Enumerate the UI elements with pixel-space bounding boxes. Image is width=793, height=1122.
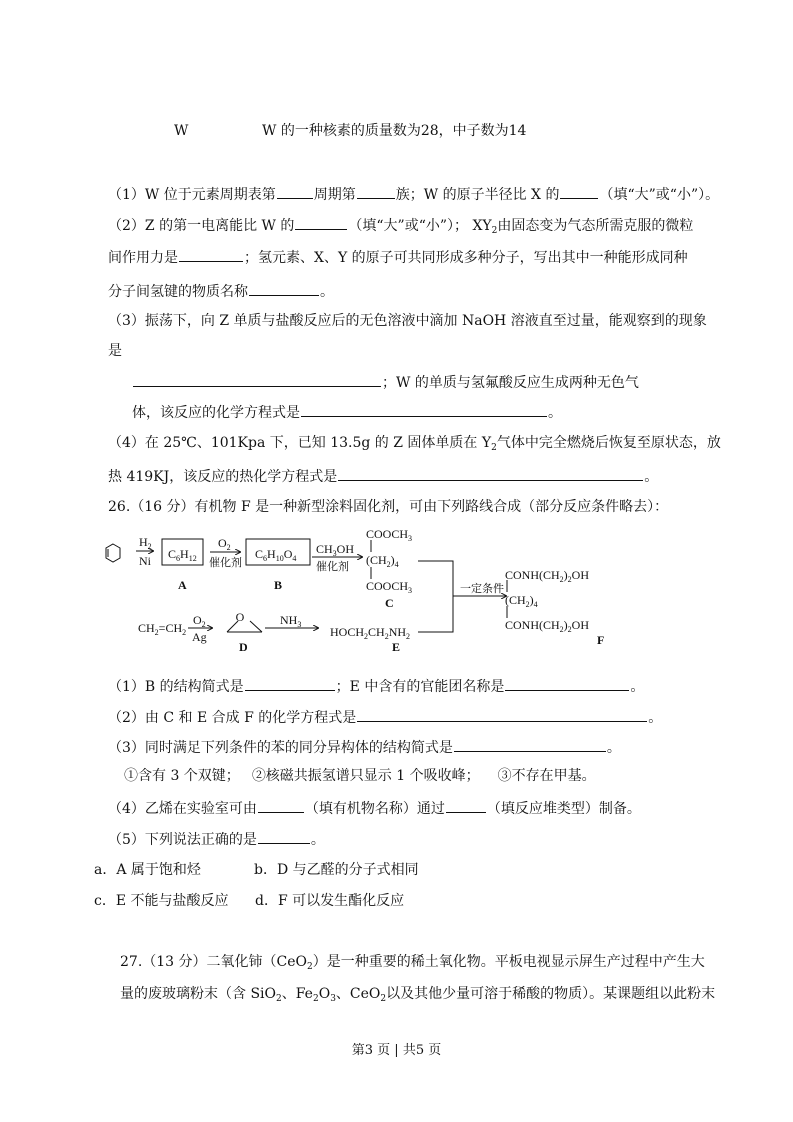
q25-part3-cont: 是 [108, 343, 122, 359]
text: （5）下列说法正确的是 [108, 832, 257, 848]
text: 。 [548, 405, 562, 421]
text: 。 [310, 832, 325, 848]
answer-blank[interactable] [454, 737, 606, 752]
svg-text:NH3: $NH_3$ [280, 613, 302, 629]
svg-text:催化剂: 催化剂 [209, 557, 242, 569]
text: 。 [644, 469, 659, 485]
text: ；E 中含有的官能团名称是 [335, 679, 505, 695]
text: 量的废玻璃粉末（含 SiO [120, 986, 276, 1002]
answer-blank[interactable] [357, 707, 647, 722]
svg-text:一定条件: 一定条件 [460, 583, 504, 595]
q26-part5 [108, 829, 325, 849]
subscript: 2 [276, 994, 282, 1004]
answer-blank[interactable] [446, 798, 486, 813]
q26-part2 [108, 707, 662, 727]
text: 。 [320, 284, 334, 300]
text: （填反应堆类型）制备。 [486, 801, 641, 817]
table-cell-element: W [174, 123, 189, 139]
text: 周期第 [313, 187, 356, 203]
svg-text:催化剂: 催化剂 [316, 561, 349, 573]
subscript: 2 [491, 443, 497, 453]
text: ③不存在甲基。 [497, 768, 596, 784]
text: ；W 的单质与氢氟酸反应生成两种无色气 [382, 375, 639, 391]
svg-text:H2: $H_2$ [139, 535, 152, 551]
svg-text:CH2=CH2: $CH_2=CH_2$ [138, 621, 187, 637]
text: （填“大”或“小”）； XY [348, 218, 492, 234]
text: 分子间氢键的物质名称 [108, 284, 248, 300]
subscript: 3 [330, 994, 336, 1004]
answer-blank[interactable] [505, 676, 629, 691]
q26-conditions [124, 767, 596, 785]
text: 气体中完全燃烧后恢复至原状态，放 [496, 435, 721, 451]
text: （4）乙烯在实验室可由 [108, 801, 257, 817]
table-cell-description: W 的一种核素的质量数为28，中子数为14 [262, 123, 527, 139]
svg-text:CH3OH: $CH_3OH$ [316, 542, 355, 558]
text: （2）由 C 和 E 合成 F 的化学方程式是 [108, 710, 357, 726]
page-footer: 第3 页 | 共5 页 [351, 1043, 442, 1058]
text: 。 [606, 740, 621, 756]
svg-text:B: B [274, 578, 283, 592]
svg-text:(CH2)4: $(CH_2)_4$ [366, 553, 399, 569]
subscript: 2 [307, 962, 313, 972]
text: （1）W 位于元素周期表第 [108, 187, 276, 203]
q27-line1 [120, 953, 705, 971]
text: ①含有 3 个双键； [124, 768, 240, 784]
answer-blank[interactable] [245, 676, 335, 691]
svg-text:D: D [239, 640, 248, 654]
svg-text:COOCH3: $COOCH_3$ [366, 527, 413, 543]
text: （2）Z 的第一电离能比 W 的 [108, 218, 295, 234]
svg-text:CONH(CH2)2OH: $CONH(CH_2)_2OH$ [505, 618, 590, 634]
answer-blank[interactable] [258, 798, 304, 813]
svg-text:O2: $O_2$ [193, 613, 206, 629]
text: 。 [648, 710, 663, 726]
q25-part3: （3）振荡下，向 Z 单质与盐酸反应后的无色溶液中滴加 NaOH 溶液直至过量，能观察到的现象 [108, 313, 707, 329]
text: 体，该反应的化学方程式是 [132, 405, 300, 421]
text: ②核磁共振氢谱只显示 1 个吸收峰； [251, 768, 480, 784]
text: 27.（13 分）二氧化铈（CeO [120, 954, 308, 970]
q26-stem: 26.（16 分）有机物 F 是一种新型涂料固化剂，可由下列路线合成（部分反应条件略去）： [108, 499, 669, 515]
q26-part1 [108, 676, 644, 696]
q27-line2 [120, 985, 715, 1003]
text: （1）B 的结构简式是 [108, 679, 244, 695]
svg-text:C6H10O4: $C_6H_{10}O_4$ [255, 547, 297, 563]
text: 热 419KJ，该反应的热化学方程式是 [108, 469, 338, 485]
svg-text:C: C [385, 596, 394, 610]
text: O [318, 986, 331, 1002]
text: 间作用力是 [108, 250, 178, 266]
subscript: 2 [491, 226, 498, 236]
text: （填有机物名称）通过 [304, 801, 445, 817]
text: 、CeO [335, 986, 381, 1002]
text: （4）在 25℃、101Kpa 下，已知 13.5g 的 Z 固体单质在 Y [108, 435, 492, 451]
svg-text:O: O [235, 610, 245, 624]
subscript: 2 [380, 994, 387, 1004]
svg-text:C6H12: $C_6H_{12}$ [168, 547, 197, 563]
svg-text:Ni: Ni [139, 554, 151, 568]
text: 以及其他少量可溶于稀酸的物质）。某课题组以此粉末 [386, 986, 716, 1002]
option-d: d．F 可以发生酯化反应 [255, 893, 405, 909]
svg-text:HOCH2CH2NH2: $HOCH_2CH_2NH_2$ [330, 625, 411, 641]
text: （填“大”或“小”）。 [599, 187, 720, 203]
q26-part4 [108, 798, 641, 818]
svg-text:(CH2)4: $(CH_2)_4$ [505, 593, 538, 609]
text: 、Fe [281, 986, 313, 1002]
subscript: 2 [312, 994, 319, 1004]
option-c: c．E 不能与盐酸反应 [94, 893, 229, 909]
answer-blank[interactable] [258, 829, 310, 844]
svg-text:Ag: Ag [192, 630, 207, 644]
text: 。 [630, 679, 645, 695]
q26-part3 [108, 737, 621, 757]
svg-text:E: E [392, 640, 401, 654]
svg-text:F: F [597, 633, 605, 647]
svg-text:O2: $O_2$ [218, 536, 231, 552]
text: ）是一种重要的稀土氧化物。平板电视显示屏生产过程中产生大 [312, 954, 705, 970]
svg-text:COOCH3: $COOCH_3$ [366, 579, 413, 595]
text: 由固态变为气态所需克服的微粒 [497, 218, 694, 234]
text: （3）同时满足下列条件的苯的同分异构体的结构简式是 [108, 740, 453, 756]
option-b: b．D 与乙醛的分子式相同 [254, 862, 419, 878]
text: 族；W 的原子半径比 X 的 [395, 187, 560, 203]
svg-text:CONH(CH2)2OH: $CONH(CH_2)_2OH$ [505, 568, 590, 584]
text: ；氢元素、X、Y 的原子可共同形成多种分子，写出其中一种能形成同种 [244, 250, 688, 266]
option-a: a．A 属于饱和烃 [94, 862, 201, 878]
svg-text:A: A [178, 578, 187, 592]
